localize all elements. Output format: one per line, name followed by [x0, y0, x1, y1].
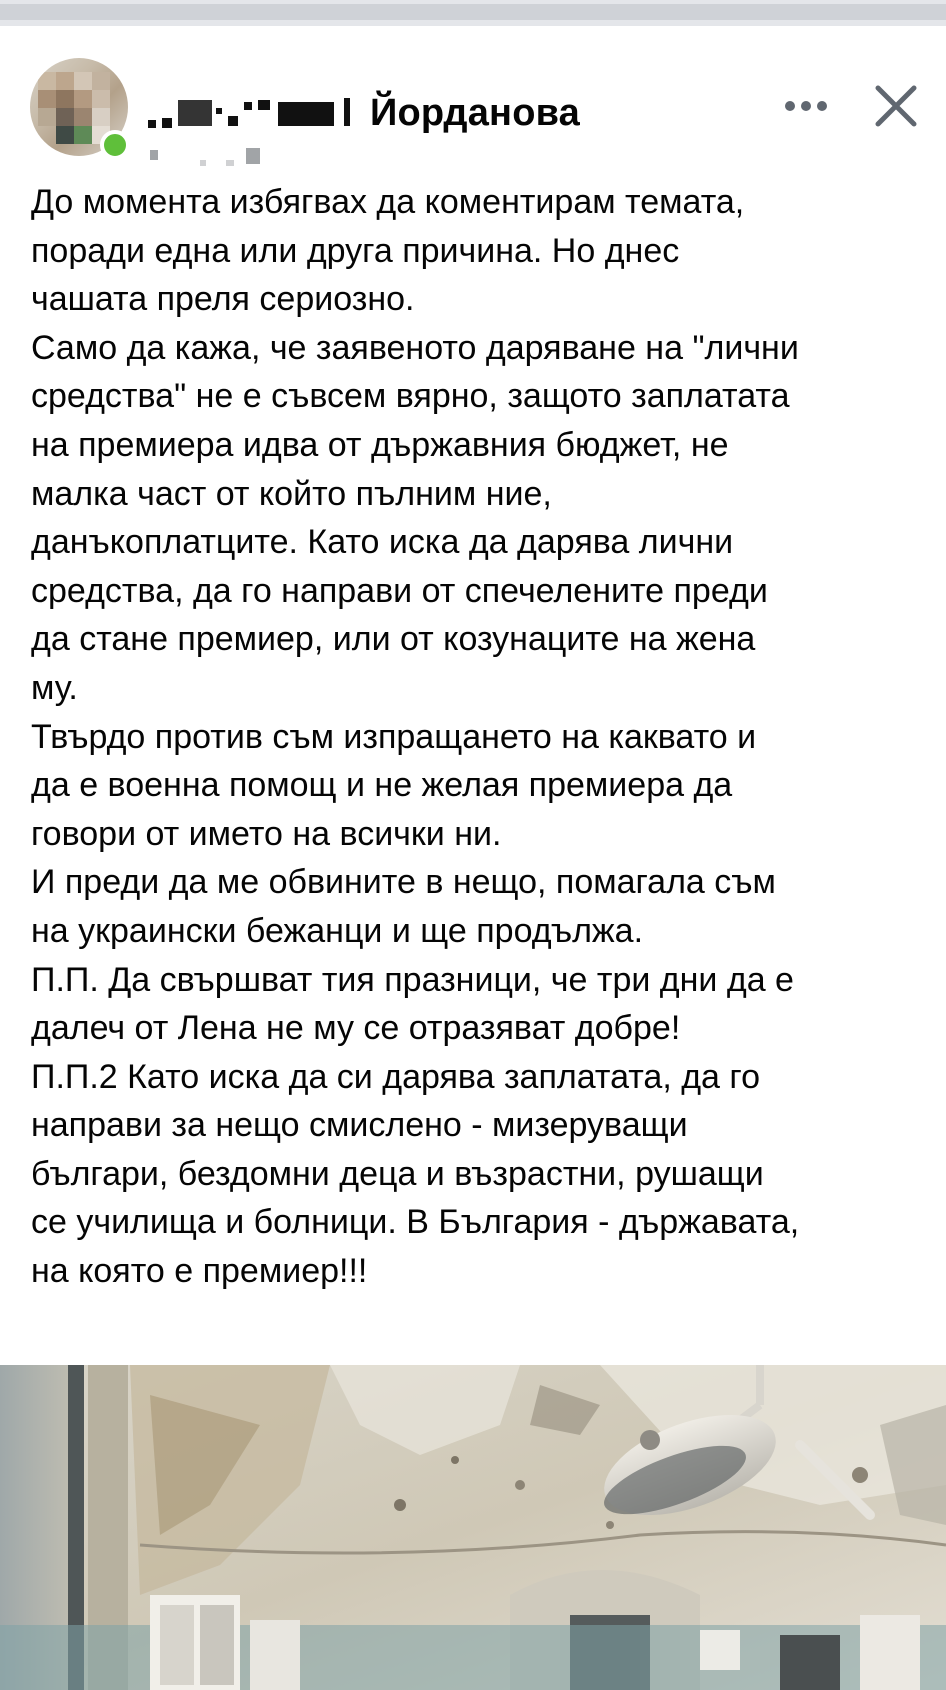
post-body	[31, 178, 931, 1296]
post-text-line: българи, бездомни деца и възрастни, рушащи	[31, 1154, 764, 1193]
post-text-line: Само да кажа, че заявеното даряване на "лични	[31, 328, 799, 367]
post-text-line: малка част от който пълним ние,	[31, 474, 552, 513]
author-name[interactable]: Йорданова	[370, 91, 581, 134]
post-text-line: данъкоплатците. Като иска да дарява лични	[31, 523, 734, 562]
post-text-line: поради една или друга причина. Но днес	[31, 231, 680, 270]
close-icon	[875, 85, 917, 127]
post-timestamp-redacted	[150, 144, 290, 172]
post-text-line: П.П.2 Като иска да си дарява заплатата, да го	[31, 1057, 760, 1096]
close-button[interactable]	[868, 78, 924, 134]
post-text-line: говори от името на всички ни.	[31, 814, 502, 853]
top-bar-divider	[0, 4, 946, 20]
post-text-line: Твърдо против съм изпращането на каквато и	[31, 717, 757, 756]
post-text-line: средства" не е съвсем вярно, защото заплатата	[31, 377, 790, 416]
post-text-line: средства, да го направи от спечелените преди	[31, 571, 768, 610]
post-text-line: се училища и болници. В България - държавата,	[31, 1203, 800, 1242]
post-text-line: му.	[31, 668, 78, 707]
post-text-line: чашата преля сериозно.	[31, 280, 415, 319]
post-header	[0, 26, 946, 166]
author-name-row[interactable]	[148, 88, 580, 138]
post-text-line: До момента избягвах да коментирам темата,	[31, 183, 745, 221]
post-photo[interactable]	[0, 1365, 946, 1690]
post-text-line: на която е премиер!!!	[31, 1252, 368, 1291]
abandoned-hospital-room-image	[0, 1365, 946, 1690]
redacted-name-part	[148, 96, 362, 130]
post-text-line: да е военна помощ и не желая премиера да	[31, 766, 733, 805]
more-horizontal-icon	[784, 99, 828, 113]
online-presence-icon	[100, 130, 130, 160]
post-text-line: направи за нещо смислено - мизеруващи	[31, 1106, 688, 1145]
post-card	[0, 26, 946, 1690]
more-options-button[interactable]	[778, 86, 834, 126]
post-text-line: далеч от Лена не му се отразяват добре!	[31, 1009, 681, 1048]
post-text-line: на премиера идва от държавния бюджет, не	[31, 425, 729, 464]
post-text-line: на украински бежанци и ще продължа.	[31, 911, 644, 950]
post-text-line: И преди да ме обвините в нещо, помагала съм	[31, 863, 776, 902]
post-text-line: П.П. Да свършват тия празници, че три дни да е	[31, 960, 794, 999]
post-text-line: да стане премиер, или от козунаците на жена	[31, 620, 756, 659]
